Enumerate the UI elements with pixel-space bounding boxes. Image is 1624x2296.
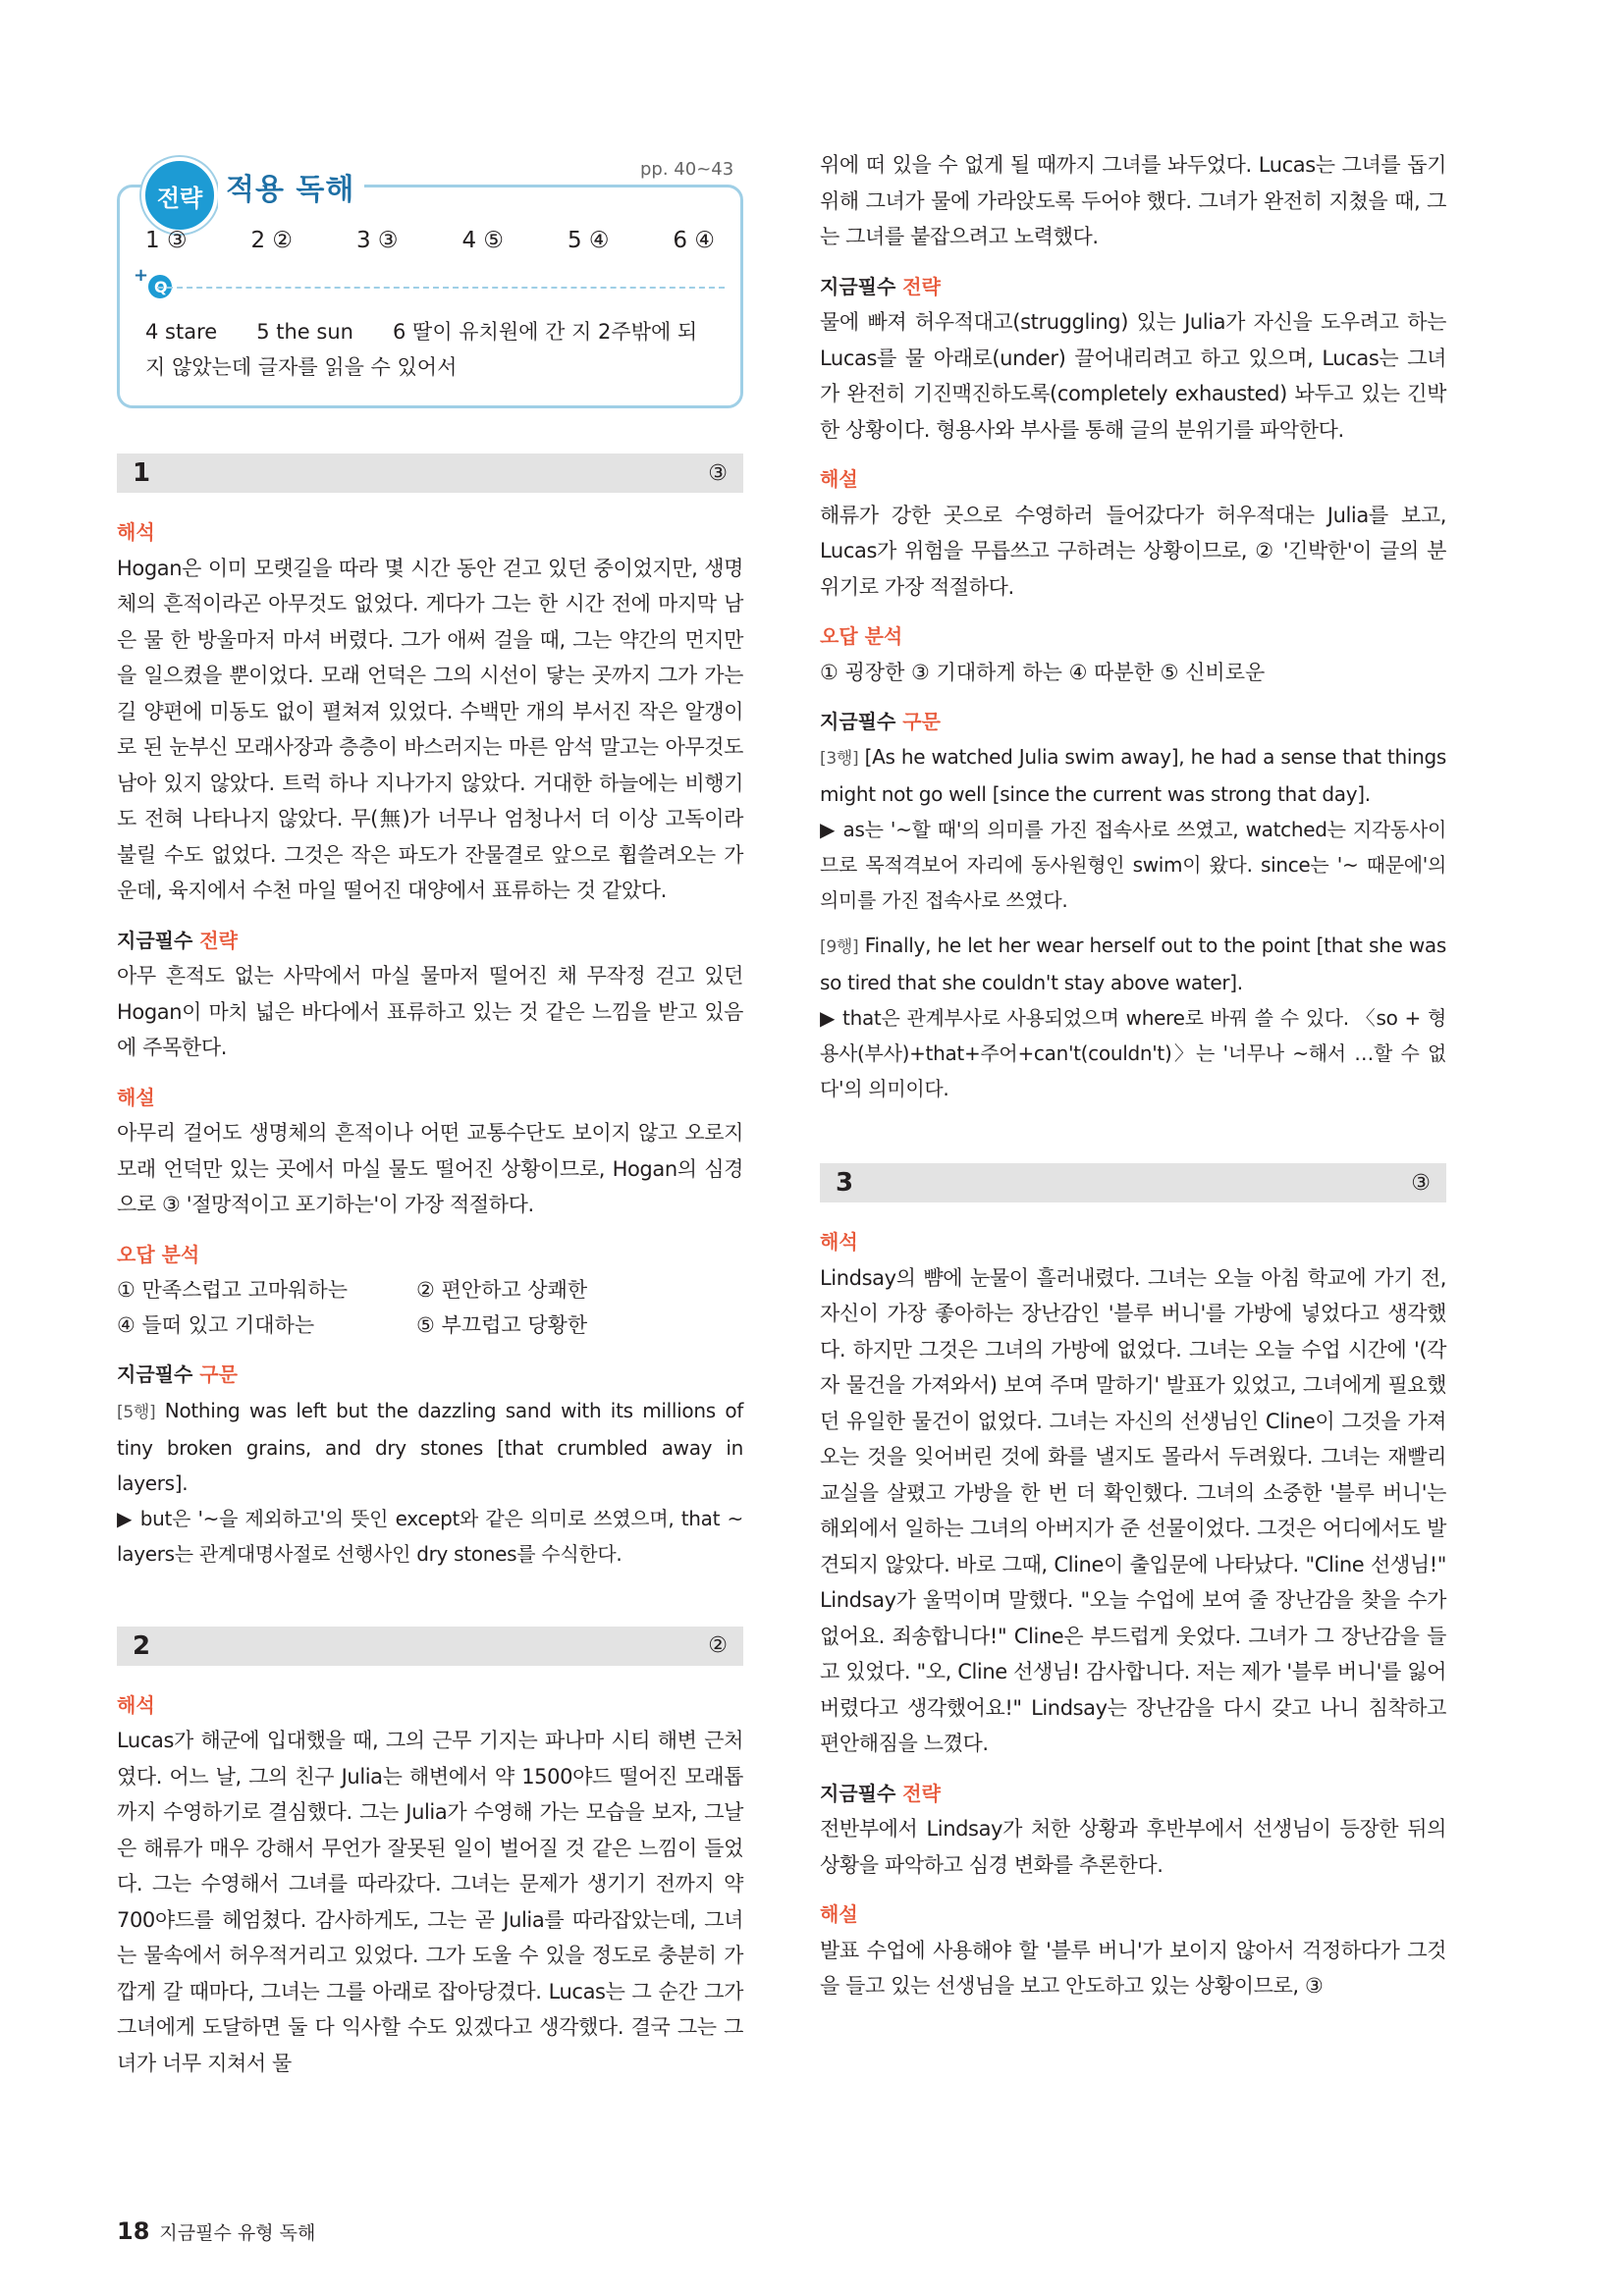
question-3-answer: ③ xyxy=(1411,1170,1431,1196)
q1-haeseol-label: 해설 xyxy=(117,1085,155,1109)
answer-5: 5 ④ xyxy=(567,228,610,253)
q2-wrong-label: 오답 분석 xyxy=(820,624,903,648)
q1-haeseok-label: 해석 xyxy=(117,520,155,544)
q2-wrong-options: ① 굉장한 ③ 기대하게 하는 ④ 따분한 ⑤ 신비로운 xyxy=(820,660,1266,684)
answer-extra xyxy=(145,314,720,385)
q2-explanation: 해류가 강한 곳으로 수영하러 들어갔다가 허우적대는 Julia를 보고, Lucas가 위험을 무릅쓰고 구하려는 상황이므로, ② '긴박한'이 글의 분위기로 가장 적절하다. xyxy=(820,503,1446,599)
q2-haeseok-label: 해석 xyxy=(117,1692,155,1717)
q2-structure-1-note: ▶ as는 '~할 때'의 의미를 가진 접속사로 쓰였고, watched는 지각동사이므로 목적격보어 자리에 동사원형인 swim이 왔다. since는 '~ 때문에'의 의미를 가진 접속사로 쓰였다. xyxy=(820,818,1446,912)
q1-wrong-options xyxy=(117,1272,743,1343)
page-footer xyxy=(117,2217,315,2245)
q2-structure-2: [9행] Finally, he let her wear herself out to the point [that she was so tired that she couldn't stay above water]. xyxy=(820,934,1446,994)
q1-option-1: ① 만족스럽고 고마워하는 xyxy=(117,1278,349,1302)
question-2-answer: ② xyxy=(708,1633,728,1658)
q1-wrong-label: 오답 분석 xyxy=(117,1242,200,1266)
svg-text:+: + xyxy=(134,267,149,286)
q1-explanation: 아무리 걸어도 생명체의 흔적이나 어떤 교통수단도 보이지 않고 오로지 모래 언덕만 있는 곳에서 마실 물도 떨어진 상황이므로, Hogan의 심경으로 ③ '절망적이고 포기하는'이 가장 적절하다. xyxy=(117,1121,743,1216)
right-column xyxy=(820,147,1446,2004)
answer-extra-line2: 지 않았는데 글자를 읽을 수 있어서 xyxy=(145,355,458,379)
answer-4: 4 ⑤ xyxy=(461,228,505,253)
q3-strategy: 전반부에서 Lindsay가 처한 상황과 후반부에서 선생님이 등장한 뒤의 상황을 파악하고 심경 변화를 추론한다. xyxy=(820,1817,1446,1877)
q1-option-4: ④ 들떠 있고 기대하는 xyxy=(117,1313,315,1337)
q1-option-2: ② 편안하고 상쾌한 xyxy=(416,1278,588,1302)
answer-2: 2 ② xyxy=(250,228,294,253)
question-3-number: 3 xyxy=(836,1168,854,1198)
question-3-bar xyxy=(820,1163,1446,1202)
q1-option-5: ⑤ 부끄럽고 당황한 xyxy=(416,1313,588,1337)
left-column xyxy=(117,454,743,2081)
q1-structure: [5행] Nothing was left but the dazzling sand with its millions of tiny broken grains, and dry stones [that crumbled away in layers]. xyxy=(117,1398,743,1495)
q2-strategy-label: 지금필수 전략 xyxy=(820,274,941,298)
q1-structure-note: ▶ but은 '~을 제외하고'의 뜻인 except와 같은 의미로 쓰였으며, that ~ layers는 관계대명사절로 선행사인 dry stones를 수식한다. xyxy=(117,1506,743,1566)
q2-haeseol-label: 해설 xyxy=(820,467,858,491)
q2-translation-cont: 위에 떠 있을 수 없게 될 때까지 그녀를 놔두었다. Lucas는 그녀를 돕기 위해 그녀가 물에 가라앉도록 두어야 했다. 그녀가 완전히 지쳤을 때, 그는 그녀를 붙잡으려고 노력했다. xyxy=(820,153,1446,248)
answer-extra-line1: 4 stare 5 the sun 6 딸이 유치원에 간 지 2주밖에 되 xyxy=(145,320,698,344)
answer-row xyxy=(145,228,715,253)
q2-structure-label: 지금필수 구문 xyxy=(820,709,941,733)
dashed-divider xyxy=(157,287,725,289)
answer-1: 1 ③ xyxy=(145,228,188,253)
q1-translation: Hogan은 이미 모랫길을 따라 몇 시간 동안 걷고 있던 중이었지만, 생명체의 흔적이라곤 아무것도 없었다. 게다가 그는 한 시간 전에 마지막 남은 물 한 방울마저 마셔 버렸다. 그가 애써 걸을 때, 그는 약간의 먼지만을 일으켰을 뿐이었다. 모래 언덕은 그의 시선이 닿는 곳까지 그가 가는 길 양편에 미동도 없이 펼쳐져 있었다. 수백만 개의 부서진 작은 알갱이로 된 눈부신 모래사장과 층층이 바스러지는 마른 암석 말고는 아무것도 남아 있지 않았다. 트럭 하나 지나가지 않았다. 거대한 하늘에는 비행기도 전혀 나타나지 않았다. 무(無)가 너무나 엄청나서 더 이상 고독이라 불릴 수도 없었다. 그것은 작은 파도가 잔물결로 앞으로 휩쓸려오는 가운데, 육지에서 수천 마일 떨어진 대양에서 표류하는 것 같았다. xyxy=(117,556,743,902)
q2-structure-2-note: ▶ that은 관계부사로 사용되었으며 where로 바꿔 쓸 수 있다. 〈so + 형용사(부사)+that+주어+can't(couldn't)〉는 '너무나 ~해서 …할 수 없다'의 의미이다. xyxy=(820,1006,1446,1100)
plus-q-icon xyxy=(134,267,177,300)
page-range: pp. 40~43 xyxy=(634,159,739,180)
question-1-answer: ③ xyxy=(708,460,728,486)
q3-translation: Lindsay의 뺨에 눈물이 흘러내렸다. 그녀는 오늘 아침 학교에 가기 전, 자신이 가장 좋아하는 장난감인 '블루 버니'를 가방에 넣었다고 생각했다. 하지만 그것은 그녀의 가방에 없었다. 그녀는 오늘 수업 시간에 '(각자 물건을 가져와서) 보여 주며 말하기' 발표가 있었고, 그녀에게 필요했던 유일한 물건이 없었다. 그녀는 자신의 선생님인 Cline이 그것을 가져오는 것을 잊어버린 것에 화를 낼지도 몰라서 두려웠다. 그녀는 재빨리 교실을 살폈고 가방을 한 번 더 확인했다. 그녀의 소중한 '블루 버니'는 해외에서 일하는 그녀의 아버지가 준 선물이었다. 그것은 어디에서도 발견되지 않았다. 바로 그때, Cline이 출입문에 나타났다. "Cline 선생님!" Lindsay가 울먹이며 말했다. "오늘 수업에 보여 줄 장난감을 찾을 수가 없어요. 죄송합니다!" Cline은 부드럽게 웃었다. 그녀가 그 장난감을 들고 있었다. "오, Cline 선생님! 감사합니다. 저는 제가 '블루 버니'를 잃어버렸다고 생각했어요!" Lindsay는 장난감을 다시 갖고 나니 침착하고 편안해짐을 느꼈다. xyxy=(820,1265,1446,1755)
answer-3: 3 ③ xyxy=(355,228,399,253)
q1-strategy: 아무 흔적도 없는 사막에서 마실 물마저 떨어진 채 무작정 걷고 있던 Hogan이 마치 넓은 바다에서 표류하고 있는 것 같은 느낌을 받고 있음에 주목한다. xyxy=(117,964,743,1059)
q3-haeseol-label: 해설 xyxy=(820,1902,858,1926)
q1-structure-label: 지금필수 구문 xyxy=(117,1362,238,1386)
q3-haeseok-label: 해석 xyxy=(820,1230,858,1254)
q3-strategy-label: 지금필수 전략 xyxy=(820,1781,941,1805)
svg-text:Q: Q xyxy=(154,278,168,296)
strategy-badge: 전략 xyxy=(141,157,218,234)
question-2-bar xyxy=(117,1627,743,1666)
q1-strategy-label: 지금필수 전략 xyxy=(117,928,238,952)
answer-6: 6 ④ xyxy=(673,228,715,253)
q3-explanation: 발표 수업에 사용해야 할 '블루 버니'가 보이지 않아서 걱정하다가 그것을 들고 있는 선생님을 보고 안도하고 있는 상황이므로, ③ xyxy=(820,1938,1446,1998)
page-number: 18 xyxy=(117,2217,150,2245)
question-1-number: 1 xyxy=(133,458,151,488)
q2-strategy: 물에 빠져 허우적대고(struggling) 있는 Julia가 자신을 도우려고 하는 Lucas를 물 아래로(under) 끌어내리려고 하고 있으며, Lucas는 그녀가 완전히 기진맥진하도록(completely exhausted) 놔두고 있는 긴박한 상황이다. 형용사와 부사를 통해 글의 분위기를 파악한다. xyxy=(820,310,1446,442)
box-title: 적용 독해 xyxy=(218,165,364,208)
book-title: 지금필수 유형 독해 xyxy=(159,2222,316,2244)
question-1-bar xyxy=(117,454,743,493)
q2-translation: Lucas가 해군에 입대했을 때, 그의 근무 기지는 파나마 시티 해변 근처였다. 어느 날, 그의 친구 Julia는 해변에서 약 1500야드 떨어진 모래톱까지 수영하기로 결심했다. 그는 Julia가 수영해 가는 모습을 보자, 그날은 해류가 매우 강해서 무언가 잘못된 일이 벌어질 것 같은 느낌이 들었다. 그는 수영해서 그녀를 따라갔다. 그녀는 문제가 생기기 전까지 약 700야드를 헤엄쳤다. 감사하게도, 그는 곧 Julia를 따라잡았는데, 그녀는 물속에서 허우적거리고 있었다. 그가 도울 수 있을 정도로 충분히 가깝게 갈 때마다, 그녀는 그를 아래로 잡아당겼다. Lucas는 그 순간 그가 그녀에게 도달하면 둘 다 익사할 수도 있겠다고 생각했다. 결국 그는 그녀가 너무 지쳐서 물 xyxy=(117,1729,743,2075)
question-2-number: 2 xyxy=(133,1630,151,1661)
q2-structure-1: [3행] [As he watched Julia swim away], he had a sense that things might not go well [since the current was strong that day]. xyxy=(820,745,1446,806)
